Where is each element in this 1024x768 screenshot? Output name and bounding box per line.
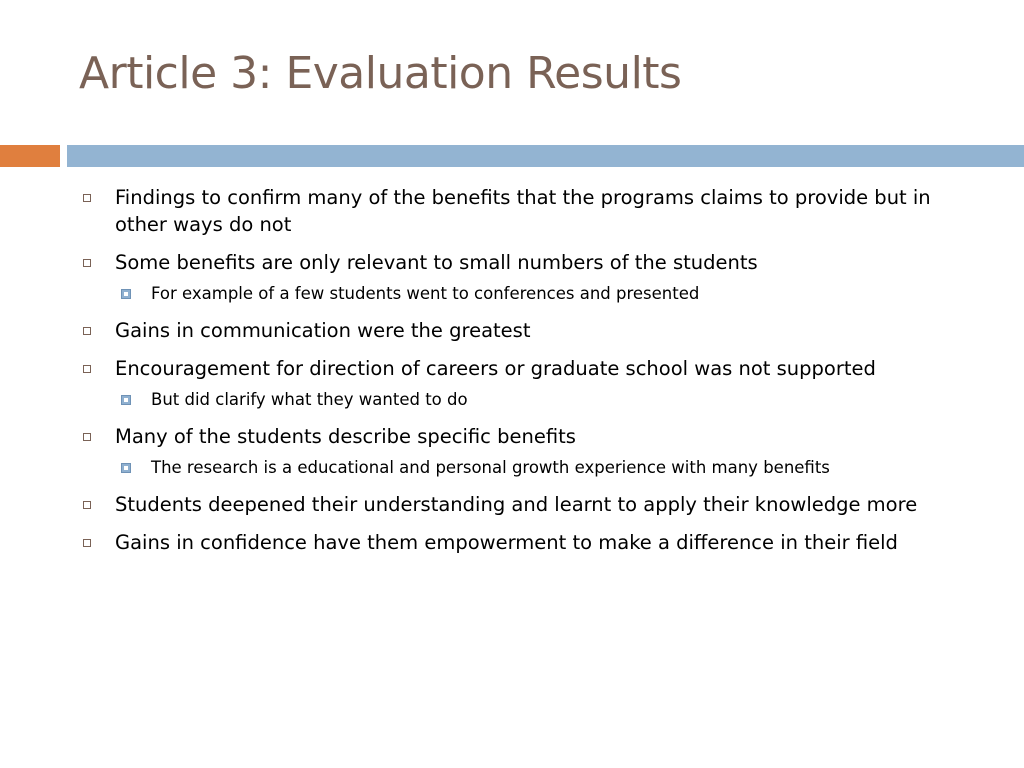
bullet-item [81,423,981,480]
sub-bullet-list [115,388,981,412]
bullet-text: Findings to confirm many of the benefits that the programs claims to provide but in other ways do not [115,186,931,236]
accent-bar-blue [67,145,1024,167]
filled-square-icon [121,463,131,473]
bullet-list [81,184,981,567]
slide-title: Article 3: Evaluation Results [79,48,682,99]
hollow-square-icon [83,433,91,441]
sub-bullet-list [115,456,981,480]
bullet-text: Gains in confidence have them empowerment to make a difference in their field [115,531,898,554]
accent-bar-orange [0,145,60,167]
hollow-square-icon [83,194,91,202]
bullet-item [81,184,981,238]
sub-bullet-item [115,456,981,480]
filled-square-icon [121,395,131,405]
sub-bullet-item [115,388,981,412]
hollow-square-icon [83,259,91,267]
hollow-square-icon [83,539,91,547]
hollow-square-icon [83,327,91,335]
filled-square-icon [121,289,131,299]
bullet-item [81,249,981,306]
sub-bullet-text: But did clarify what they wanted to do [151,390,468,409]
bullet-text: Many of the students describe specific benefits [115,425,576,448]
bullet-text: Students deepened their understanding and learnt to apply their knowledge more [115,493,918,516]
sub-bullet-text: The research is a educational and personal growth experience with many benefits [151,458,830,477]
hollow-square-icon [83,365,91,373]
sub-bullet-item [115,282,981,306]
sub-bullet-text: For example of a few students went to conferences and presented [151,284,700,303]
bullet-item [81,355,981,412]
sub-bullet-list [115,282,981,306]
bullet-item [81,491,981,518]
bullet-text: Gains in communication were the greatest [115,319,531,342]
bullet-text: Encouragement for direction of careers or graduate school was not supported [115,357,876,380]
bullet-item [81,529,981,556]
bullet-text: Some benefits are only relevant to small numbers of the students [115,251,758,274]
hollow-square-icon [83,501,91,509]
bullet-item [81,317,981,344]
